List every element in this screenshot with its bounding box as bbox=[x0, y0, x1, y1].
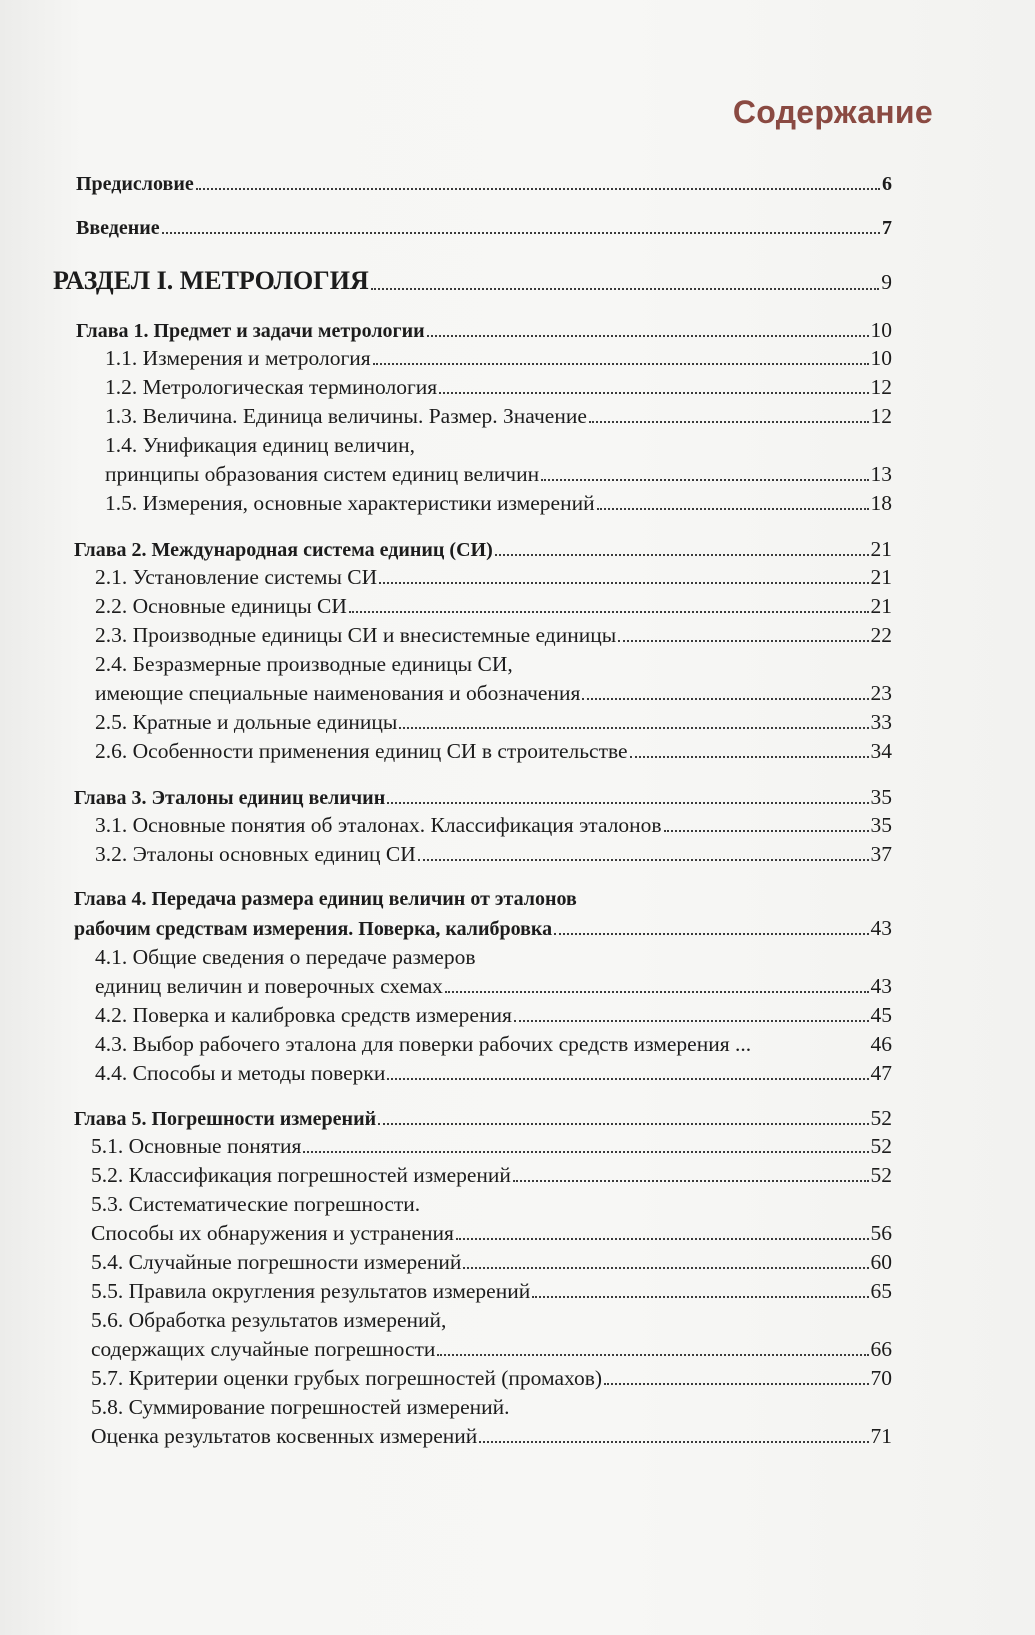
toc-chapter-label: Глава 4. Передача размера единиц величин от эталонов bbox=[74, 888, 577, 910]
toc-entry bbox=[95, 1003, 892, 1028]
toc-chapter bbox=[74, 1106, 892, 1131]
page-title: Содержание bbox=[732, 94, 933, 130]
toc-entry bbox=[91, 1163, 892, 1188]
toc-chapter bbox=[74, 537, 892, 562]
toc-entry-label: 5.8. Суммирование погрешностей измерений. bbox=[91, 1395, 510, 1419]
toc-entry-label: 5.6. Обработка результатов измерений, bbox=[91, 1308, 447, 1332]
toc-entry-page: 34 bbox=[870, 739, 892, 763]
toc-entry bbox=[91, 1337, 892, 1362]
toc-entry-page: 22 bbox=[870, 623, 892, 647]
toc-entry-page: 60 bbox=[870, 1250, 892, 1274]
toc-entry-page: 12 bbox=[870, 375, 892, 399]
toc-entry bbox=[95, 1061, 892, 1086]
toc-entry bbox=[76, 217, 892, 240]
toc-entry-page: 9 bbox=[881, 270, 892, 294]
toc-entry-page: 52 bbox=[870, 1163, 892, 1187]
toc-entry-label: Способы их обнаружения и устранения bbox=[91, 1221, 454, 1245]
toc-entry bbox=[95, 710, 892, 735]
toc-entry bbox=[105, 375, 892, 400]
toc-chapter bbox=[76, 318, 892, 343]
toc-entry-label: Введение bbox=[76, 217, 160, 239]
toc-entry-page: 18 bbox=[870, 491, 892, 515]
toc-entry-page: 65 bbox=[870, 1279, 892, 1303]
toc-entry-label: 1.2. Метрологическая терминология bbox=[105, 375, 438, 399]
toc-entry-page: 47 bbox=[870, 1061, 892, 1085]
toc-entry-page: 56 bbox=[870, 1221, 892, 1245]
toc-entry-label: 4.1. Общие сведения о передаче размеров bbox=[95, 945, 476, 969]
toc-entry-label: 1.5. Измерения, основные характеристики измерений bbox=[105, 491, 595, 515]
toc-entry-label: 5.5. Правила округления результатов измерений bbox=[91, 1279, 531, 1303]
toc-chapter bbox=[74, 916, 892, 941]
toc-entry bbox=[95, 974, 892, 999]
toc-entry-page: 45 bbox=[870, 1003, 892, 1027]
toc-entry-page: 43 bbox=[870, 974, 892, 998]
toc-entry-label: 5.7. Критерии оценки грубых погрешностей (промахов) bbox=[91, 1366, 603, 1390]
toc-entry-label: Оценка результатов косвенных измерений bbox=[91, 1424, 478, 1448]
toc-entry-page: 52 bbox=[870, 1106, 892, 1130]
toc-entry-label: 3.2. Эталоны основных единиц СИ bbox=[95, 842, 416, 866]
toc-entry-label: 2.4. Безразмерные производные единицы СИ, bbox=[95, 652, 513, 676]
toc-entry-page: 35 bbox=[870, 813, 892, 837]
toc-entry bbox=[76, 173, 892, 196]
toc-entry-page: 33 bbox=[870, 710, 892, 734]
toc-entry-label: 2.2. Основные единицы СИ bbox=[95, 594, 347, 618]
toc-entry-label: 4.4. Способы и методы поверки bbox=[95, 1061, 386, 1085]
toc-entry-label: 5.4. Случайные погрешности измерений bbox=[91, 1250, 462, 1274]
toc-entry-label: 5.2. Классификация погрешностей измерений bbox=[91, 1163, 511, 1187]
toc-entry-page: 21 bbox=[870, 537, 892, 561]
toc-entry bbox=[95, 739, 892, 764]
toc-entry bbox=[91, 1366, 892, 1391]
toc-entry-label: 2.3. Производные единицы СИ и внесистемные единицы bbox=[95, 623, 617, 647]
toc-entry-page: 23 bbox=[870, 681, 892, 705]
toc-entry bbox=[91, 1424, 892, 1449]
toc-entry-label: 2.5. Кратные и дольные единицы bbox=[95, 710, 398, 734]
toc-entry-page: 13 bbox=[870, 462, 892, 486]
toc-entry bbox=[95, 565, 892, 590]
toc-entry-label: Предисловие bbox=[76, 173, 194, 195]
toc-entry-page: 37 bbox=[870, 842, 892, 866]
toc-entry-page: 52 bbox=[870, 1134, 892, 1158]
toc-entry-label: 5.1. Основные понятия bbox=[91, 1134, 302, 1158]
toc-entry-label: принципы образования систем единиц величин bbox=[105, 462, 540, 486]
toc-entry-page: 21 bbox=[870, 594, 892, 618]
toc-entry bbox=[105, 404, 892, 429]
toc-entry-page: 71 bbox=[870, 1424, 892, 1448]
toc-chapter-label: Глава 2. Международная система единиц (СИ) bbox=[74, 539, 493, 561]
toc-entry bbox=[95, 813, 892, 838]
toc-chapter bbox=[74, 785, 892, 810]
toc-entry bbox=[95, 681, 892, 706]
toc-entry-label: 4.2. Поверка и калибровка средств измерения bbox=[95, 1003, 512, 1027]
toc-entry bbox=[91, 1250, 892, 1275]
toc-entry-label: 4.3. Выбор рабочего эталона для поверки рабочих средств измерения ... bbox=[95, 1032, 752, 1056]
toc-entry-label: 3.1. Основные понятия об эталонах. Классификация эталонов bbox=[95, 813, 662, 837]
toc-entry-page: 12 bbox=[870, 404, 892, 428]
toc-entry-page: 43 bbox=[870, 916, 892, 940]
toc-entry bbox=[95, 842, 892, 867]
toc-entry-label: единиц величин и поверочных схемах bbox=[95, 974, 443, 998]
toc-entry-label: содержащих случайные погрешности bbox=[91, 1337, 436, 1361]
toc-entry-label: 1.3. Величина. Единица величины. Размер. Значение bbox=[105, 404, 587, 428]
toc-entry-page: 35 bbox=[870, 785, 892, 809]
toc-entry bbox=[95, 623, 892, 648]
toc-chapter-label: Глава 1. Предмет и задачи метрологии bbox=[76, 320, 425, 342]
toc-entry-page: 21 bbox=[870, 565, 892, 589]
toc-entry bbox=[105, 491, 892, 516]
toc-entry-label: 1.4. Унификация единиц величин, bbox=[105, 433, 415, 457]
toc-section-label: РАЗДЕЛ I. МЕТРОЛОГИЯ bbox=[53, 266, 369, 295]
toc-entry-page: 66 bbox=[870, 1337, 892, 1361]
toc-entry bbox=[105, 346, 892, 371]
toc-entry bbox=[91, 1221, 892, 1246]
toc-entry-page: 7 bbox=[882, 217, 892, 239]
toc-entry-label: имеющие специальные наименования и обозначения bbox=[95, 681, 581, 705]
toc-entry bbox=[95, 1032, 892, 1057]
toc-entry-page: 70 bbox=[870, 1366, 892, 1390]
toc-entry-label: 2.6. Особенности применения единиц СИ в строительстве bbox=[95, 739, 628, 763]
toc-entry-label: 5.3. Систематические погрешности. bbox=[91, 1192, 421, 1216]
toc-section bbox=[53, 266, 892, 296]
toc-chapter-label: рабочим средствам измерения. Поверка, калибровка bbox=[74, 918, 553, 940]
toc-entry bbox=[91, 1134, 892, 1159]
toc-entry bbox=[105, 462, 892, 487]
toc-entry-label: 1.1. Измерения и метрология bbox=[105, 346, 371, 370]
toc-entry-page: 46 bbox=[870, 1032, 892, 1056]
toc-entry bbox=[91, 1279, 892, 1304]
toc-entry-label: 2.1. Установление системы СИ bbox=[95, 565, 378, 589]
toc-entry-page: 10 bbox=[870, 346, 892, 370]
toc-entry-page: 10 bbox=[870, 318, 892, 342]
toc-entry bbox=[95, 594, 892, 619]
toc-chapter-label: Глава 3. Эталоны единиц величин bbox=[74, 787, 386, 809]
toc-entry-page: 6 bbox=[882, 173, 892, 195]
toc-chapter-label: Глава 5. Погрешности измерений bbox=[74, 1108, 377, 1130]
